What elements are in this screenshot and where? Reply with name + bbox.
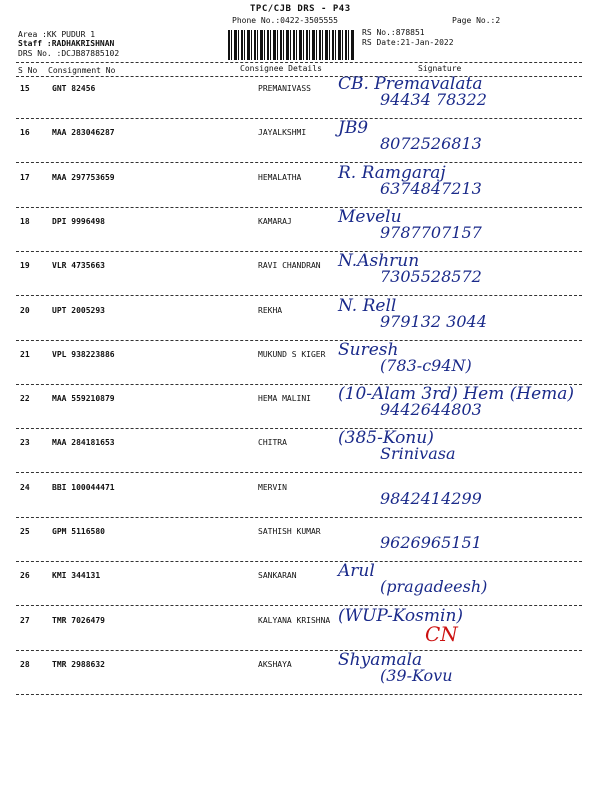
document-title: TPC/CJB DRS - P43 [250, 4, 351, 14]
row-sno: 19 [20, 261, 30, 270]
row-sno: 25 [20, 527, 30, 536]
row-signature: Mevelu [338, 207, 402, 227]
staff-label: Staff :RADHAKRISHNAN [18, 39, 115, 48]
row-divider [16, 340, 582, 341]
row-signature: JB9 [338, 118, 369, 138]
row-consignment-no: UPT 2005293 [52, 306, 105, 315]
row-consignment-no: KMI 344131 [52, 571, 101, 580]
row-sno: 26 [20, 571, 30, 580]
row-signature: Arul [338, 561, 375, 581]
row-divider [16, 118, 582, 119]
row-consignee-name: PREMANIVASS [258, 84, 311, 93]
row-consignment-no: MAA 283046287 [52, 128, 115, 137]
row-consignee-name: AKSHAYA [258, 660, 292, 669]
row-consignment-no: MAA 284181653 [52, 438, 115, 447]
row-consignment-no: VPL 938223886 [52, 350, 115, 359]
row-signature-phone: Srinivasa [380, 444, 456, 463]
row-divider [16, 295, 582, 296]
row-divider [16, 605, 582, 606]
row-divider [16, 251, 582, 252]
row-signature-phone: 979132 3044 [380, 312, 487, 331]
row-consignee-name: CHITRA [258, 438, 287, 447]
column-header-consignment: Consignment No [48, 66, 116, 75]
row-signature-phone: CN [425, 622, 458, 646]
row-sno: 20 [20, 306, 30, 315]
row-signature-phone: 9787707157 [380, 223, 482, 242]
row-signature: Shyamala [338, 650, 423, 670]
row-consignment-no: GNT 82456 [52, 84, 96, 93]
row-consignment-no: TMR 2988632 [52, 660, 105, 669]
row-consignment-no: MAA 559210879 [52, 394, 115, 403]
row-sno: 23 [20, 438, 30, 447]
area-label: Area :KK PUDUR 1 [18, 30, 96, 39]
row-consignment-no: DPI 9996498 [52, 217, 105, 226]
row-signature: R. Ramgaraj [338, 163, 446, 183]
row-consignee-name: JAYALKSHMI [258, 128, 307, 137]
row-sno: 24 [20, 483, 30, 492]
row-signature-phone: (783-c94N) [380, 356, 472, 375]
row-sno: 28 [20, 660, 30, 669]
row-sno: 15 [20, 84, 30, 93]
row-signature-phone: (pragadeesh) [380, 577, 488, 596]
row-signature-phone: (39-Kovu [380, 666, 453, 685]
row-sno: 27 [20, 616, 30, 625]
row-divider [16, 517, 582, 518]
row-consignment-no: MAA 297753659 [52, 173, 115, 182]
rs-date: RS Date:21-Jan-2022 [362, 38, 454, 47]
row-consignee-name: MUKUND S KIGER [258, 350, 326, 359]
page-number: Page No.:2 [452, 16, 501, 25]
row-signature-phone: 9842414299 [380, 489, 482, 508]
row-signature: (10-Alam 3rd) Hem (Hema) [338, 384, 575, 404]
row-sno: 16 [20, 128, 30, 137]
divider [16, 62, 582, 63]
row-consignment-no: VLR 4735663 [52, 261, 105, 270]
row-sno: 22 [20, 394, 30, 403]
row-divider [16, 561, 582, 562]
column-header-signature: Signature [418, 64, 462, 73]
row-divider [16, 472, 582, 473]
drs-number: DRS No. :DCJB87885102 [18, 49, 120, 58]
rs-number: RS No.:878851 [362, 28, 425, 37]
row-consignment-no: GPM 5116580 [52, 527, 105, 536]
column-header-consignee: Consignee Details [240, 64, 322, 73]
row-consignee-name: REKHA [258, 306, 283, 315]
row-consignment-no: TMR 7026479 [52, 616, 105, 625]
row-sno: 18 [20, 217, 30, 226]
phone-number: Phone No.:0422-3505555 [232, 16, 338, 25]
row-consignee-name: SANKARAN [258, 571, 297, 580]
row-signature: (WUP-Kosmin) [338, 606, 464, 626]
row-consignee-name: MERVIN [258, 483, 287, 492]
row-consignee-name: HEMALATHA [258, 173, 302, 182]
row-consignee-name: HEMA MALINI [258, 394, 311, 403]
row-consignee-name: KALYANA KRISHNA [258, 616, 331, 625]
row-divider [16, 207, 582, 208]
row-consignee-name: SATHISH KUMAR [258, 527, 321, 536]
row-divider [16, 650, 582, 651]
row-divider [16, 428, 582, 429]
row-divider [16, 162, 582, 163]
row-consignee-name: KAMARAJ [258, 217, 292, 226]
row-signature-phone: 6374847213 [380, 179, 482, 198]
row-sno: 17 [20, 173, 30, 182]
row-signature: Suresh [338, 340, 399, 360]
row-signature-phone: 7305528572 [380, 267, 482, 286]
row-signature: N. Rell [338, 296, 397, 316]
divider [16, 76, 582, 77]
row-signature-phone: 8072526813 [380, 134, 482, 153]
row-signature-phone: 94434 78322 [380, 90, 487, 109]
row-consignment-no: BBI 100044471 [52, 483, 115, 492]
row-consignee-name: RAVI CHANDRAN [258, 261, 321, 270]
row-signature-phone: 9626965151 [380, 533, 482, 552]
row-signature: CB. Premavalata [338, 74, 483, 94]
barcode-icon [228, 30, 354, 60]
column-header-sno: S No [18, 66, 38, 75]
row-signature-phone: 9442644803 [380, 400, 482, 419]
row-signature: (385-Konu) [338, 428, 434, 448]
row-sno: 21 [20, 350, 30, 359]
row-signature: N.Ashrun [338, 251, 420, 271]
row-divider [16, 694, 582, 695]
